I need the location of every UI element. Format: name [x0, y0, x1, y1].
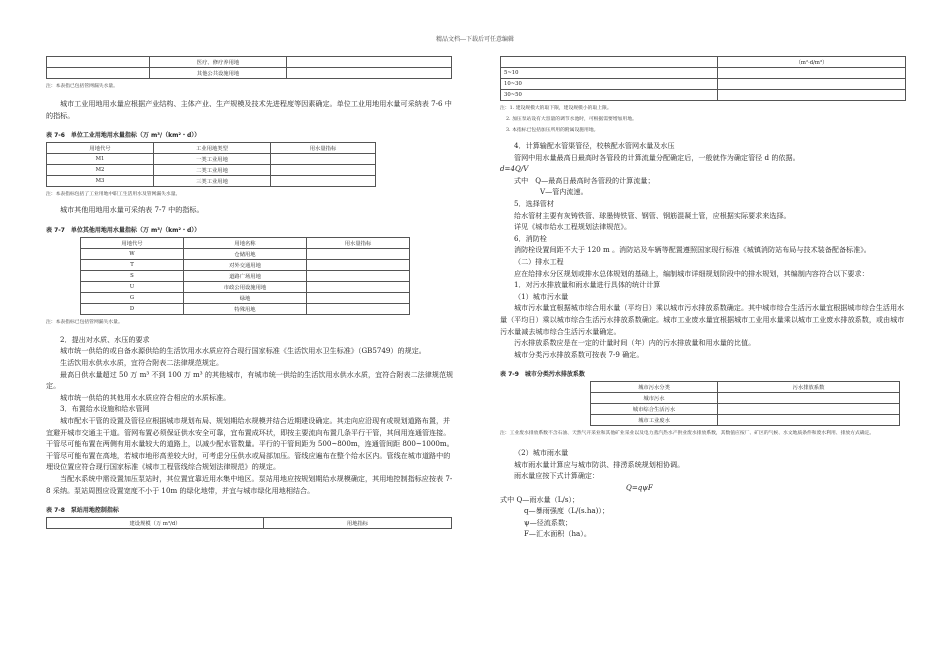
section-title: （二）排水工程: [514, 256, 564, 266]
paragraph: 给水管材主要有灰铸铁管、球墨铸铁管、钢管、钢筋混凝土管，应根据实际要求来选择。: [514, 210, 791, 220]
table-cell: 30~50: [501, 90, 718, 101]
formula-where: 式中 Q—最高日最高时各管段的计算流量；: [514, 175, 655, 185]
column-header: 用地名称: [184, 237, 307, 248]
formula-where: q—暴雨强度（L/(s.ha)）；: [524, 506, 610, 516]
table-cell: 城市工业废水: [591, 415, 718, 426]
section-title: 1．对污水排放量和雨水量进行具体的统计计算: [514, 280, 661, 290]
table-cell: 道路广场用地: [184, 270, 307, 281]
paragraph: 当配水系统中需设置加压泵站时，其位置宜靠近用水集中地区。泵站用地应按规划期给水规模确定，其用地控制指标应按表 7-8 采纳。泵站周围应设置宽度不小于 10m 的绿化地带，并宜与城市绿化用地相结合。: [46, 473, 453, 495]
column-header: 工业用地类型: [154, 143, 271, 154]
column-header: 污水排放系数: [718, 382, 900, 393]
paragraph: 城市工业用地用水量应根据产业结构、主体产业、生产规模及技术先进程度等因素确定。单位工业用地用水量可采纳表 7-6 中的指标。: [46, 99, 452, 120]
table-row: [591, 393, 900, 404]
table-cell: 绿地: [184, 292, 307, 303]
paragraph: 污水排放系数应是在一定的计量时间（年）内的污水排放量和用水量的比值。: [514, 338, 756, 348]
table-7-8: [46, 517, 452, 529]
paragraph: 城市其他用地用水量可采纳表 7-7 中的指标。: [60, 205, 204, 215]
table-cell: 二类工业用地: [154, 165, 271, 176]
table-note: 2. 加压泵站设有大容量的调节水池时，可根据需要增加用地。: [506, 117, 637, 122]
table-cell: D: [81, 303, 184, 314]
table-cell: 城市综合生活污水: [591, 404, 718, 415]
left-column: [46, 56, 456, 529]
table-row: [501, 68, 906, 79]
column-header: 城市污水分类: [591, 382, 718, 393]
section-title: 4．计算输配水管渠管径，校核配水管网水量及水压: [514, 141, 675, 150]
table-row: [81, 259, 410, 270]
paragraph: 管网中用水量最高日最高时各管段的计算流量分配确定后，一般就作为确定管径 d 的依据。: [514, 152, 800, 162]
paragraph: 城市配水干管的设置及管径应根据城市规划布局、规划期给水规模并结合近期建设确定。其走向应沿现有或规划道路布置，并宜避开城市交通主干道。管网布置必须保证供水安全可靠，宜布置成环状，即按主要流向布置几条平行干管，其间用连通管连接。干管尽可能布置在两侧有用水量较大的道路上，以减少配水管数量。平行的干管间距为 500~800m，连通管间距 800~1000m。干管尽可能布置在高地，若城市地形高差较大时，可考虑分压供水或局部加压。管线应遍布在整个给水区内。管线在城市道路中的埋设位置应符合现行国家标准《城市工程管线综合规划法律规范》的规定。: [46, 415, 454, 472]
formula: d=4Q/V: [500, 164, 529, 174]
table-row: [81, 248, 410, 259]
table-caption: 表 7-6 单位工业用地用水量指标（万 m³/（km²・d））: [46, 132, 201, 140]
table-note: 注：本表指标已包括管网漏失水量。: [46, 319, 123, 325]
formula-where: F—汇水面积（ha）。: [524, 529, 591, 539]
table-cell: M1: [47, 154, 154, 165]
table-caption: 表 7-7 单位其他用地用水量指标（万 m³/（km²・d））: [46, 226, 201, 234]
table-header-row: [81, 237, 410, 248]
subsection-title: （1）城市污水量: [514, 291, 569, 301]
table-cell: T: [81, 259, 184, 270]
column-header: 建设规模（万 m³/d）: [47, 518, 264, 529]
table-cell: U: [81, 281, 184, 292]
table-cell: S: [81, 270, 184, 281]
right-column: [500, 56, 910, 540]
table-row: [47, 154, 376, 165]
table-row: [591, 404, 900, 415]
table-note: 注：1. 建设规模大的取下限，建设规模小的取上限。: [500, 106, 612, 111]
table-row: [81, 292, 410, 303]
top-table: [46, 56, 452, 79]
table-7-6: [46, 142, 376, 187]
table-row: [591, 415, 900, 426]
section-title: 2．提出对水质、水压的要求: [60, 334, 150, 344]
table-caption: 表 7-9 城市分类污水排放系数: [500, 371, 585, 379]
section-title: 3．布置给水设施和给水管网: [60, 404, 150, 414]
column-header: 用水量指标: [307, 237, 410, 248]
paragraph: 消防栓设置间距不大于 120 m 。消防站及车辆等配置遵照国家现行标准《城镇消防站布局与技术装备配备标准》。: [514, 245, 871, 255]
table-caption: 表 7-8 泵站用地控制指标: [46, 507, 119, 515]
table-cell: 一类工业用地: [154, 154, 271, 165]
formula-where: V—管内流速。: [540, 187, 588, 197]
table-note: 注：本表指已包括管网漏失水量。: [46, 84, 118, 89]
table-row: [47, 165, 376, 176]
table-cell: 10~30: [501, 79, 718, 90]
table-row: [47, 57, 452, 68]
table-cell: 仓储用地: [184, 248, 307, 259]
column-header: 用水量指标: [271, 143, 376, 154]
table-cell: 对外交通用地: [184, 259, 307, 270]
table-row: [501, 79, 906, 90]
table-cell: M3: [47, 176, 154, 187]
page-header: 精品文档---下载后可任意编辑: [435, 36, 515, 43]
column-header: 用地指标: [264, 518, 452, 529]
table-cell: 其他公共设施用地: [150, 68, 287, 79]
formula-where: 式中 Q—雨水量（L/s）；: [500, 494, 580, 504]
table-note: 注：工业废水排放系数不含石油、天然气开采业和其他矿业采业以及电力蒸汽热水产供业废水排放系数，其数值应按厂、矿区的气候、水文地质条件和废水利用、排放方式确定。: [500, 431, 875, 437]
table-row: [81, 303, 410, 314]
paragraph: 城市污水量宜根据城市综合用水量（平均日）乘以城市污水排放系数确定。其中城市综合生活污水量宜根据城市综合生活用水量（平均日）乘以城市综合生活污水排放系数确定。城市工业废水量宜根据城市工业用水量乘以城市工业废水排放系数，或由城市污水量减去城市综合生活污水量确定。: [500, 303, 905, 336]
table-header-row: [591, 382, 900, 393]
table-header-row: [501, 57, 906, 68]
paragraph: 城市统一供给的其他用水水质应符合相应的水质标准。: [60, 392, 231, 402]
table-cell: M2: [47, 165, 154, 176]
paragraph: 城市统一供给的或自备水源供给的生活饮用水水质应符合现行国家标准《生活饮用水卫生标准》（GB5749）的规定。: [60, 346, 426, 356]
subsection-title: （2）城市雨水量: [514, 448, 569, 458]
section-title: 5．选择管材: [514, 198, 554, 208]
table-cell: W: [81, 248, 184, 259]
table-cell: G: [81, 292, 184, 303]
table-row: [47, 176, 376, 187]
table-cell: 三类工业用地: [154, 176, 271, 187]
paragraph: 最高日供水量超过 50 万 m³ 不到 100 万 m³ 的其他城市，有城市统一供给的生活饮用水供水水质，宜符合附表二法律规范规定。: [46, 369, 454, 391]
paragraph: 详见《城市给水工程规划法律规范》。: [514, 222, 632, 232]
table-7-9: [590, 381, 900, 426]
formula-where: ψ—径流系数；: [524, 517, 573, 527]
unit-header: （m²·d/m³）: [718, 57, 906, 68]
table-7-7: [80, 237, 410, 315]
table-row: [47, 68, 452, 79]
paragraph: 生活饮用水供水水质，宜符合附表二法律规范规定。: [60, 357, 224, 367]
table-7-8-continued: [500, 56, 906, 101]
column-header: 用地代号: [81, 237, 184, 248]
table-cell: 医疗、修疗养用地: [150, 57, 287, 68]
table-cell: 特殊用地: [184, 303, 307, 314]
paragraph: 城市雨水量计算应与城市防洪、排涝系统规划相协调。: [514, 459, 685, 469]
table-note: 3. 本指标已包括加压所用的附属设施用地。: [506, 128, 599, 133]
table-header-row: [47, 143, 376, 154]
formula: Q=qψF: [626, 483, 653, 493]
paragraph: 城市分类污水排放系数可按表 7-9 确定。: [514, 349, 644, 359]
paragraph: 应在给排水分区规划或排水总体规划的基础上，编制城市详细规划阶段中的排水规划，其编制内容符合以下要求：: [514, 268, 869, 278]
table-row: [501, 90, 906, 101]
column-header: 用地代号: [47, 143, 154, 154]
table-cell: 5~10: [501, 68, 718, 79]
table-cell: 城市污水: [591, 393, 718, 404]
table-row: [81, 281, 410, 292]
table-note: 注：本表指标包括了工业用地中职工生活用水及管网漏失水量。: [46, 192, 181, 198]
table-row: [81, 270, 410, 281]
section-title: 6．消防栓: [514, 233, 547, 243]
table-header-row: [47, 518, 452, 529]
table-cell: 市政公用设施用地: [184, 281, 307, 292]
paragraph: 雨水量应按下式计算确定：: [514, 471, 600, 481]
